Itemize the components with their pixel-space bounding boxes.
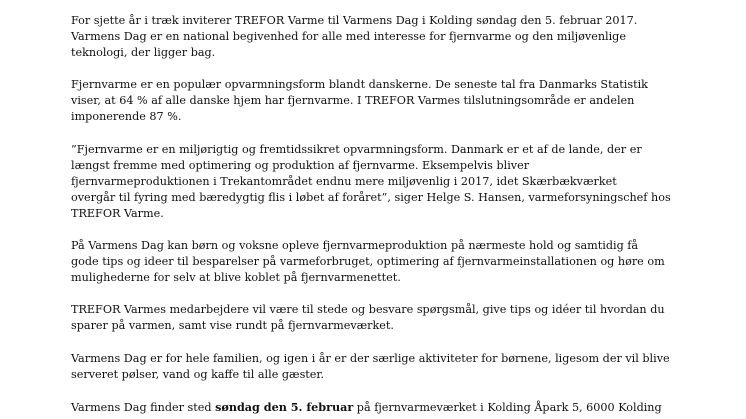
paragraph-staff	[71, 302, 711, 334]
text-line: TREFOR Varme.	[71, 206, 164, 220]
text-line: Fjernvarme er en populær opvarmningsform blandt danskerne. De seneste tal fra Danmarks Statistik	[71, 78, 648, 92]
location-text-after: på fjernvarmeværket i Kolding Åpark 5, 6000 Kolding	[353, 400, 662, 414]
text-line: viser, at 64 % af alle danske hjem har fjernvarme. I TREFOR Varmes tilslutningsområde er andelen	[71, 94, 635, 108]
text-line	[71, 399, 711, 416]
text-line: fjernvarmeproduktionen i Trekantområdet endnu mere miljøvenlig i 2017, idet Skærbækværket	[71, 174, 617, 188]
paragraph-quote	[71, 142, 711, 222]
paragraph-intro	[71, 13, 711, 61]
paragraph-family	[71, 351, 711, 383]
text-line: Varmens Dag er en national begivenhed for alle med interesse for fjernvarme og den miljøvenlige	[71, 30, 626, 44]
text-line: På Varmens Dag kan børn og voksne opleve fjernvarmeproduktion på nærmeste hold og samtidig få	[71, 239, 639, 253]
paragraph-activities	[71, 238, 711, 286]
text-line: sparer på varmen, samt vise rundt på fjernvarmeværket.	[71, 319, 394, 333]
text-line: Varmens Dag er for hele familien, og igen i år er der særlige aktiviteter for børnene, ligesom der vil blive	[71, 351, 670, 365]
paragraph-location	[71, 399, 711, 416]
event-date-bold: søndag den 5. februar	[215, 399, 354, 414]
paragraph-statistics	[71, 77, 711, 125]
text-line: overgår til fyring med bæredygtig flis i løbet af foråret”, siger Helge S. Hansen, varmeforsyningschef hos	[71, 190, 671, 204]
text-line: ”Fjernvarme er en miljørigtig og fremtidssikret opvarmningsform. Danmark er et af de lande, der er	[71, 142, 642, 156]
text-line: For sjette år i træk inviterer TREFOR Varme til Varmens Dag i Kolding søndag den 5. februar 2017.	[71, 14, 638, 27]
text-line: længst fremme med optimering og produktion af fjernvarme. Eksempelvis bliver	[71, 158, 530, 172]
document-body	[71, 13, 711, 419]
text-line: serveret pølser, vand og kaffe til alle gæster.	[71, 367, 325, 381]
text-line: imponerende 87 %.	[71, 110, 182, 124]
text-line: gode tips og ideer til besparelser på varmeforbruget, optimering af fjernvarmeinstallationen og høre om	[71, 255, 665, 269]
location-text-before: Varmens Dag finder sted	[71, 400, 216, 414]
text-line: TREFOR Varmes medarbejdere vil være til stede og besvare spørgsmål, give tips og idéer til hvordan du	[71, 303, 665, 317]
text-line: teknologi, der ligger bag.	[71, 46, 216, 60]
text-line: mulighederne for selv at blive koblet på fjernvarmenettet.	[71, 271, 401, 285]
